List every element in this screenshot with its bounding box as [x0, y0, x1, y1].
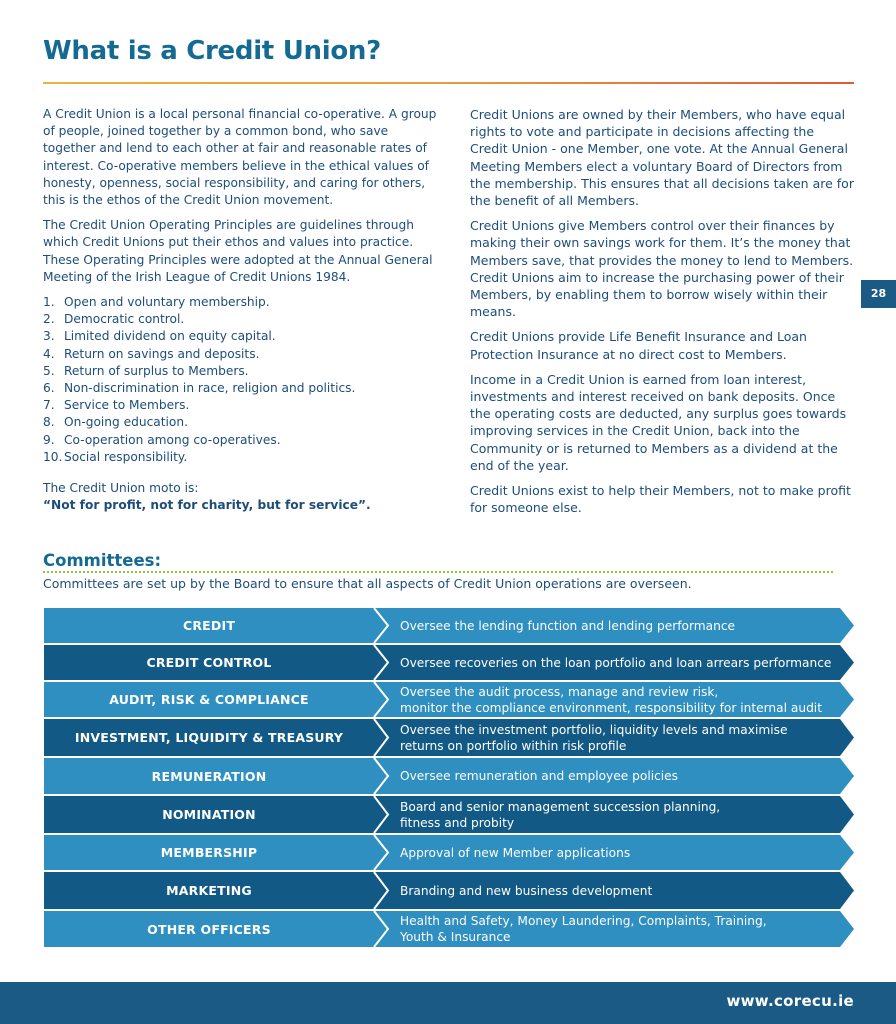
committee-name: MEMBERSHIP [160, 845, 258, 860]
moto-label: The Credit Union moto is: [43, 480, 199, 495]
principle-number: 5. [43, 363, 55, 378]
committee-name: NOMINATION [162, 807, 256, 822]
committee-description: Board and senior management succession planning, fitness and probity [400, 799, 721, 830]
committee-description: Oversee the audit process, manage and review risk, monitor the compliance environment, responsibility for internal audit [400, 684, 822, 715]
principle-item [43, 397, 438, 414]
website-link[interactable]: www.corecu.ie [726, 992, 854, 1010]
principle-item [43, 346, 438, 363]
right-column [470, 106, 855, 524]
committee-row [44, 608, 854, 643]
principle-item [43, 449, 438, 466]
page-title: What is a Credit Union? [43, 36, 381, 66]
committee-name: REMUNERATION [151, 768, 267, 784]
committee-description: Branding and new business development [400, 883, 653, 898]
left-column [43, 106, 438, 522]
committee-description: Health and Safety, Money Laundering, Complaints, Training, Youth & Insurance [400, 914, 767, 944]
principle-item [43, 432, 438, 449]
principle-text: Return of surplus to Members. [64, 363, 249, 378]
committee-name: CREDIT [182, 618, 236, 633]
principle-number: 1. [43, 295, 55, 310]
right-paragraph: Credit Unions provide Life Benefit Insurance and Loan Protection Insurance at no direct cost to Members. [470, 329, 807, 362]
principle-item [43, 328, 438, 345]
principle-text: Democratic control. [64, 312, 185, 327]
principle-item [43, 294, 438, 311]
committee-row [44, 872, 854, 909]
principles-list [43, 294, 438, 466]
principle-text: Non-discrimination in race, religion and politics. [64, 380, 356, 395]
right-paragraph: Credit Unions are owned by their Members, who have equal rights to vote and participate in decisions affecting the Credit Union - one Member, one vote. At the Annual General Meeting Members elect a voluntary Board of Directors from the membership. This ensures that all decisions taken are for the benefit of all Members. [470, 107, 854, 209]
principle-number: 7. [43, 398, 55, 413]
committee-description: Approval of new Member applications [400, 845, 631, 860]
principle-item [43, 363, 438, 380]
committees-description: Committees are set up by the Board to ensure that all aspects of Credit Union operations are overseen. [43, 576, 692, 591]
committee-row [44, 911, 854, 947]
committee-name: OTHER OFFICERS [147, 921, 271, 937]
committee-row [44, 758, 854, 794]
principle-text: Limited dividend on equity capital. [64, 329, 276, 344]
footer-bar [0, 982, 896, 1024]
committees-table [44, 608, 854, 949]
principle-number: 9. [43, 432, 55, 447]
principle-text: On-going education. [64, 415, 188, 430]
principles-intro-paragraph: The Credit Union Operating Principles are guidelines through which Credit Unions put their ethos and values into practice. These Operating Principles were adopted at the Annual General Meeting of the Irish League of Credit Unions 1984. [43, 218, 433, 284]
title-divider [43, 82, 854, 84]
committee-row [44, 835, 854, 870]
committee-description: Oversee the lending function and lending performance [400, 618, 736, 633]
principle-text: Co-operation among co-operatives. [64, 432, 281, 447]
principle-text: Service to Members. [64, 398, 190, 413]
committee-name: CREDIT CONTROL [146, 655, 272, 670]
principle-number: 3. [43, 329, 55, 344]
committee-row [44, 645, 854, 680]
committees-divider [43, 571, 833, 573]
principle-item [43, 380, 438, 397]
committee-name: AUDIT, RISK & COMPLIANCE [109, 692, 309, 707]
right-paragraph: Credit Unions give Members control over their finances by making their own savings work for them. It’s the money that Members save, that provides the money to lend to Members. Credit Unions aim to increase the purchasing power of their Members, by enabling them to borrow wisely within their means. [470, 218, 854, 320]
committees-heading: Committees: [43, 551, 162, 570]
principle-number: 8. [43, 415, 55, 430]
principle-text: Social responsibility. [64, 449, 188, 464]
principle-number: 10. [43, 449, 63, 464]
moto-text: “Not for profit, not for charity, but for service”. [43, 498, 371, 513]
principle-item [43, 311, 438, 328]
right-paragraph: Credit Unions exist to help their Members, not to make profit for someone else. [470, 483, 851, 516]
principle-number: 2. [43, 312, 55, 327]
principle-text: Return on savings and deposits. [64, 346, 260, 361]
principle-item [43, 414, 438, 431]
committee-description: Oversee recoveries on the loan portfolio and loan arrears performance [400, 655, 832, 670]
committee-name: INVESTMENT, LIQUIDITY & TREASURY [74, 730, 344, 745]
right-paragraph: Income in a Credit Union is earned from loan interest, investments and interest received on bank deposits. Once the operating costs are deducted, any surplus goes towards improving services in the Credit Union, back into the Community or is returned to Members as a dividend at the end of the year. [470, 371, 847, 473]
page-number-tab: 28 [861, 280, 896, 308]
committee-row [44, 682, 854, 717]
committee-description: Oversee the investment portfolio, liquidity levels and maximise returns on portfolio within risk profile [400, 722, 788, 753]
committee-description: Oversee remuneration and employee policies [400, 769, 679, 783]
intro-paragraph: A Credit Union is a local personal financial co-operative. A group of people, joined together by a common bond, who save together and lend to each other at fair and reasonable rates of interest. Co-operative members believe in the ethical values of honesty, openness, social responsibility, and caring for others, this is the ethos of the Credit Union movement. [43, 107, 437, 208]
committee-row [44, 719, 854, 756]
committee-row [44, 796, 854, 833]
principle-number: 6. [43, 380, 55, 395]
principle-number: 4. [43, 346, 55, 361]
principle-text: Open and voluntary membership. [64, 295, 270, 310]
committee-name: MARKETING [166, 883, 252, 898]
